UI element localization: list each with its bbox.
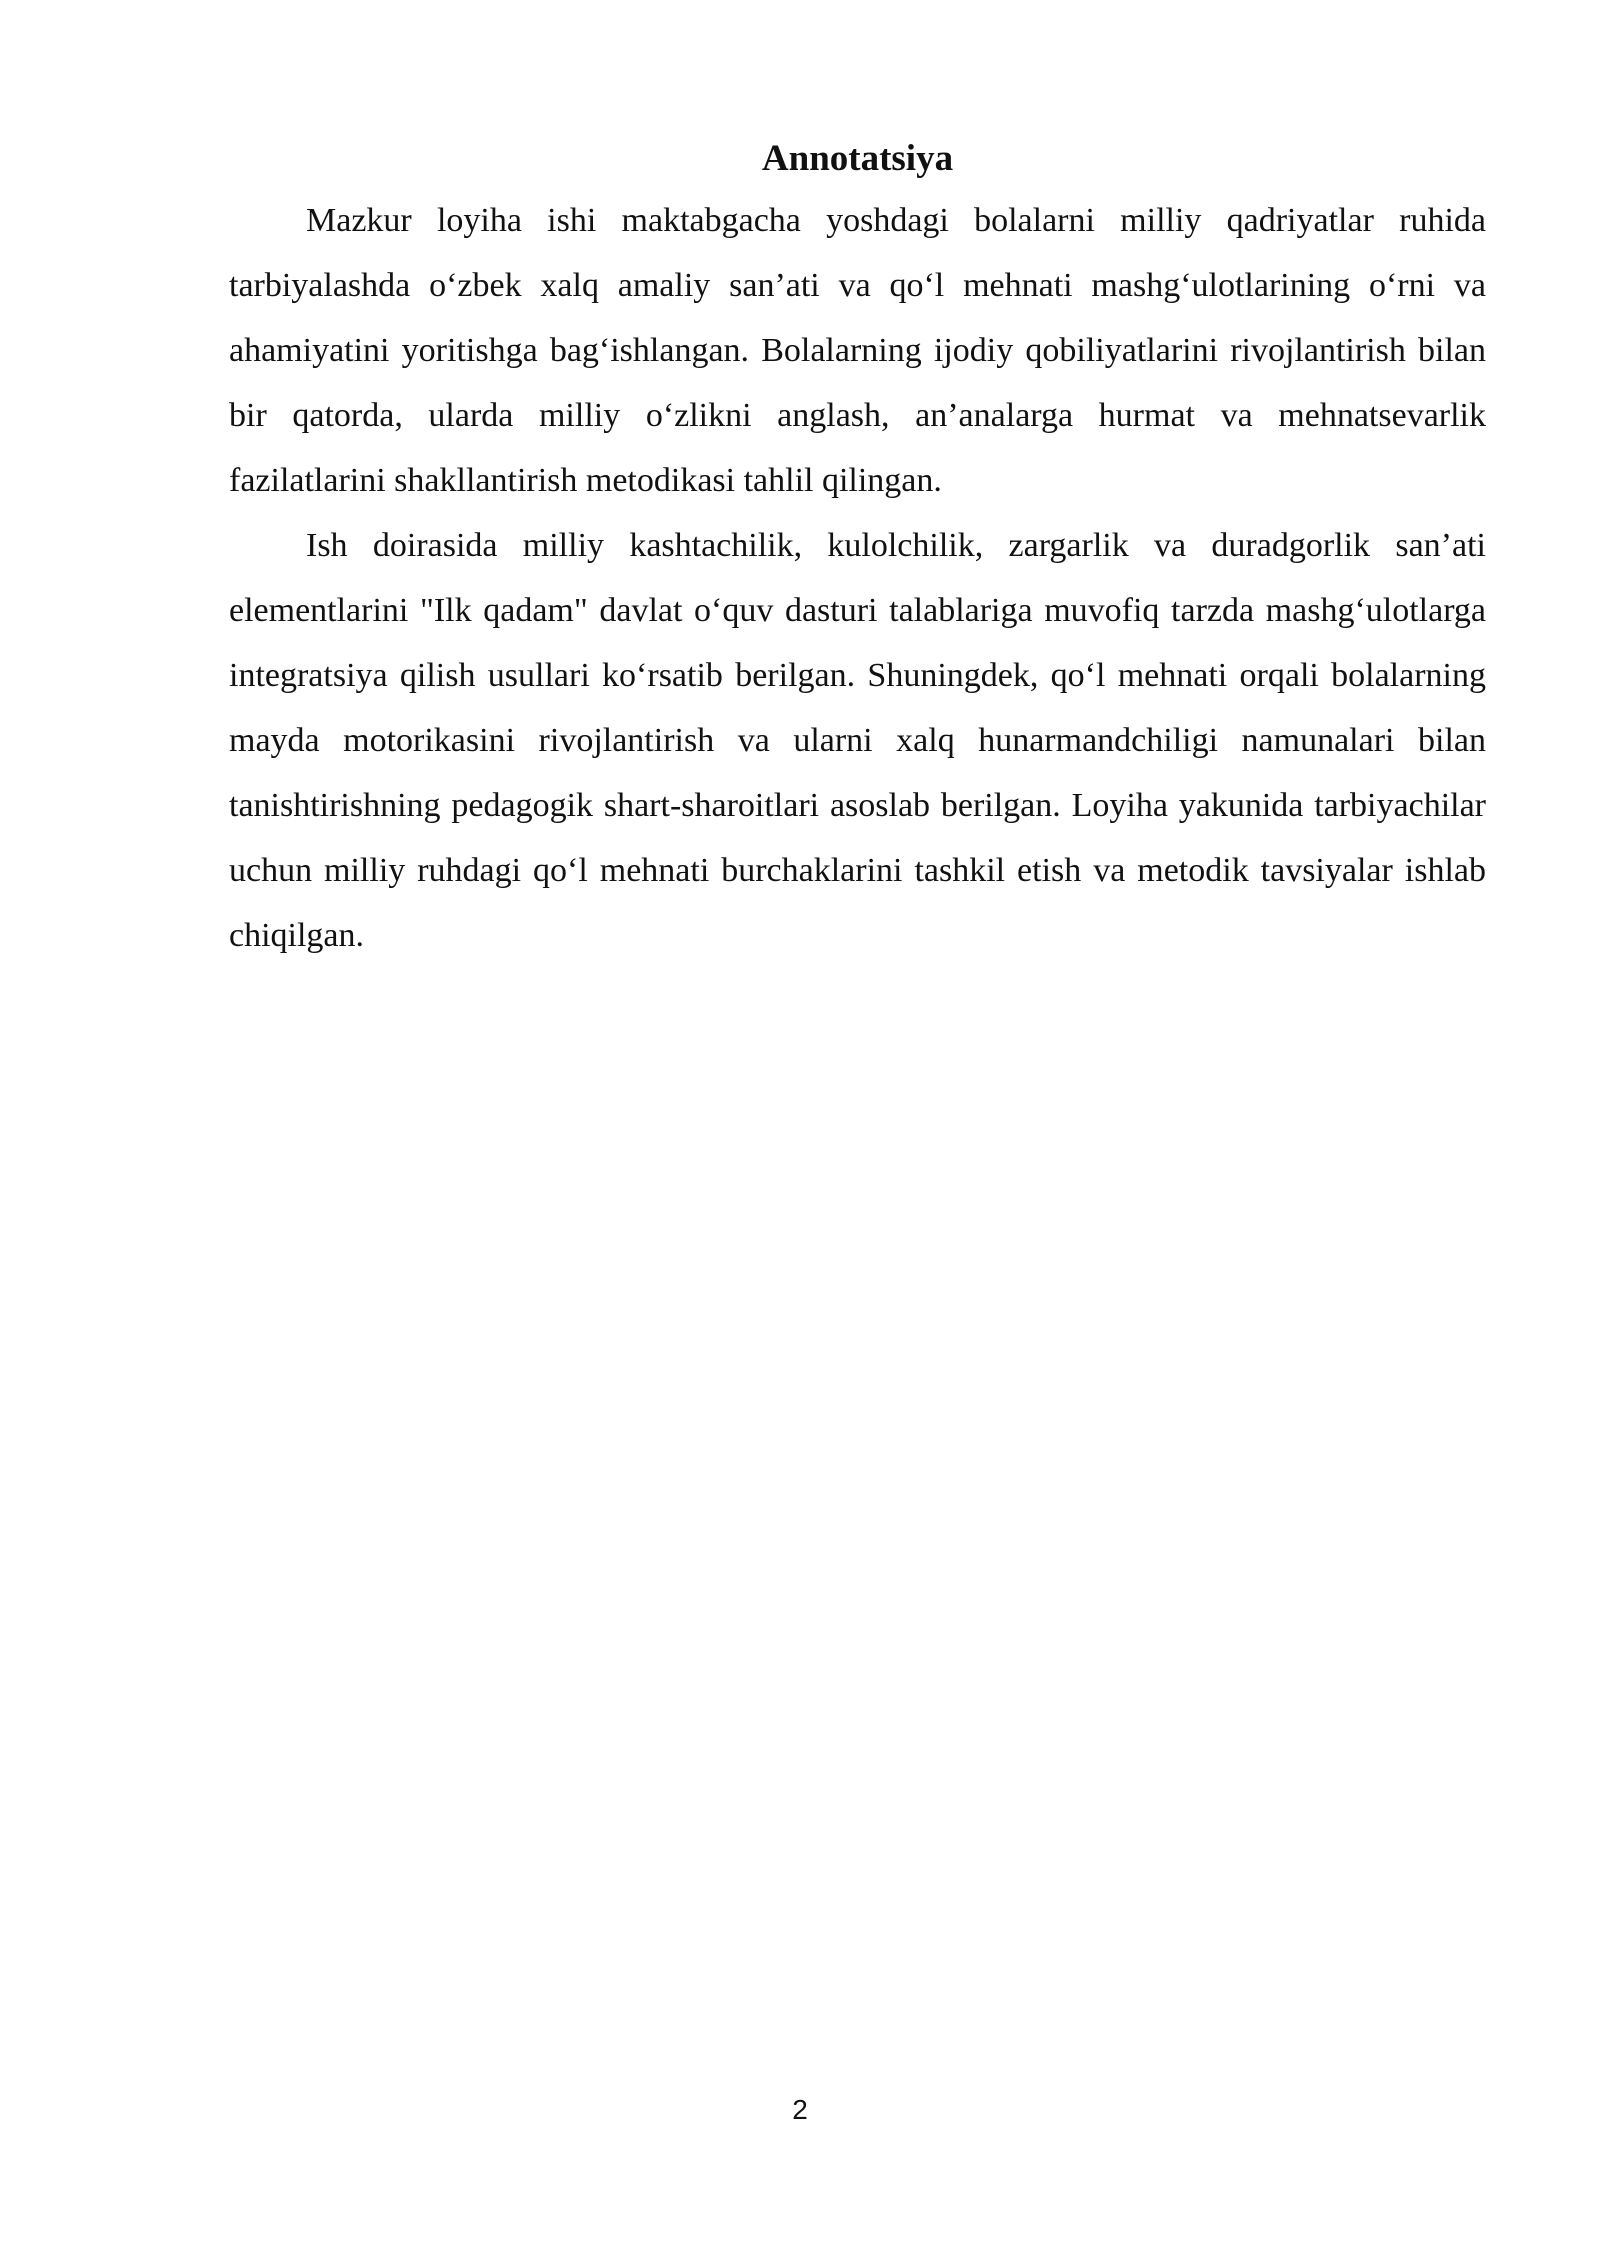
page-content bbox=[229, 130, 1486, 968]
page-number: 2 bbox=[792, 2094, 808, 2125]
page-title: Annotatsiya bbox=[761, 138, 954, 179]
paragraph-2: Ish doirasida milliy kashtachilik, kulolchilik, zargarlik va duradgorlik san’ati elementlarini "Ilk qadam" davlat o‘quv dasturi talablariga muvofiq tarzda mashg‘ulotlarga integratsiya qilish usullari ko‘rsatib berilgan. Shuningdek, qo‘l mehnati orqali bolalarning mayda motorikasini rivojlantirish va ularni xalq hunarmandchiligi namunalari bilan tanishtirishning pedagogik shart-sharoitlari asoslab berilgan. Loyiha yakunida tarbiyachilar uchun milliy ruhdagi qo‘l mehnati burchaklarini tashkil etish va metodik tavsiyalar ishlab chiqilgan. bbox=[229, 527, 1486, 954]
paragraph-1: Mazkur loyiha ishi maktabgacha yoshdagi bolalarni milliy qadriyatlar ruhida tarbiyalashda o‘zbek xalq amaliy san’ati va qo‘l mehnati mashg‘ulotlarining o‘rni va ahamiyatini yoritishga bag‘ishlangan. Bolalarning ijodiy qobiliyatlarini rivojlantirish bilan bir qatorda, ularda milliy o‘zlikni anglash, an’analarga hurmat va mehnatsevarlik fazilatlarini shakllantirish metodikasi tahlil qilingan. bbox=[229, 202, 1486, 499]
